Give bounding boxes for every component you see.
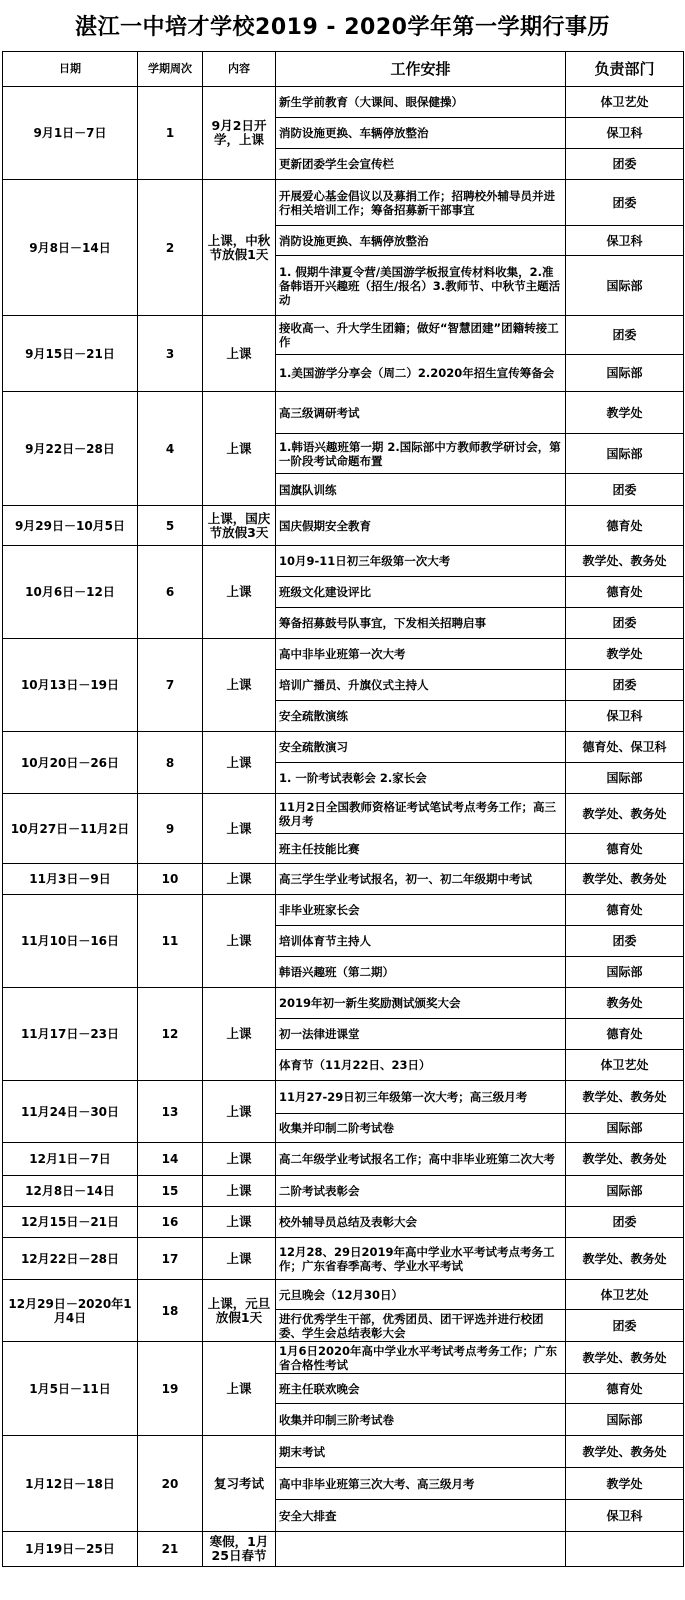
task-item: 消防设施更换、车辆停放整治 [276,118,566,149]
task-item: 收集并印制二阶考试卷 [276,1114,566,1143]
week-number: 14 [138,1143,203,1176]
responsible-department: 国际部 [566,957,684,988]
task-item: 培训广播员、升旗仪式主持人 [276,670,566,701]
responsible-department: 德育处 [566,1019,684,1050]
responsible-department: 保卫科 [566,701,684,732]
week-date-range: 12月1日－7日 [3,1143,138,1176]
week-content: 上课 [203,864,276,895]
week-content: 上课 [203,316,276,392]
responsible-department: 教学处、教务处 [566,1143,684,1176]
week-number: 15 [138,1176,203,1207]
column-header-department: 负责部门 [566,52,684,87]
week-number: 17 [138,1238,203,1280]
week-date-range: 1月5日－11日 [3,1342,138,1436]
week-content: 上课，国庆节放假3天 [203,506,276,546]
week-content: 上课 [203,1238,276,1280]
task-item: 韩语兴趣班（第二期） [276,957,566,988]
responsible-department: 国际部 [566,763,684,794]
table-row [3,794,684,834]
task-item: 1. 一阶考试表彰会 2.家长会 [276,763,566,794]
task-item: 1月6日2020年高中学业水平考试考点考务工作；广东省合格性考试 [276,1342,566,1374]
task-item: 安全大排查 [276,1500,566,1532]
week-date-range: 10月13日－19日 [3,639,138,732]
task-item: 11月2日全国教师资格证考试笔试考点考务工作；高三级月考 [276,794,566,834]
week-number: 4 [138,392,203,506]
task-item: 12月28、29日2019年高中学业水平考试考点考务工作；广东省春季高考、学业水平考试 [276,1238,566,1280]
responsible-department: 团委 [566,149,684,180]
responsible-department: 教学处、教务处 [566,1238,684,1280]
week-number: 18 [138,1280,203,1342]
task-item: 班主任技能比赛 [276,834,566,864]
week-content: 上课 [203,1143,276,1176]
week-date-range: 11月10日－16日 [3,895,138,988]
task-item: 安全疏散演练 [276,701,566,732]
table-row [3,1176,684,1207]
column-header-content: 内容 [203,52,276,87]
responsible-department: 教学处、教务处 [566,1436,684,1468]
responsible-department: 体卫艺处 [566,87,684,118]
table-row [3,1342,684,1374]
week-date-range: 12月29日－2020年1月4日 [3,1280,138,1342]
responsible-department: 教学处、教务处 [566,794,684,834]
week-content: 上课，中秋节放假1天 [203,180,276,316]
week-date-range: 9月22日－28日 [3,392,138,506]
task-item: 1. 假期牛津夏令营/美国游学板报宣传材料收集，2.准备韩语开兴趣班（招生/报名）3.教师节、中秋节主题活动 [276,256,566,316]
week-content: 上课，元旦放假1天 [203,1280,276,1342]
task-item: 国旗队训练 [276,474,566,506]
task-item: 筹备招募鼓号队事宜，下发相关招聘启事 [276,608,566,639]
week-content: 寒假，1月25日春节 [203,1532,276,1567]
responsible-department: 团委 [566,474,684,506]
responsible-department: 教学处 [566,1468,684,1500]
responsible-department: 德育处、保卫科 [566,732,684,763]
week-number: 10 [138,864,203,895]
task-item: 培训体育节主持人 [276,926,566,957]
week-date-range: 12月15日－21日 [3,1207,138,1238]
schedule-body [3,87,684,1567]
week-date-range: 10月6日－12日 [3,546,138,639]
responsible-department: 国际部 [566,1114,684,1143]
table-row [3,988,684,1019]
task-item: 高二年级学业考试报名工作；高中非毕业班第二次大考 [276,1143,566,1176]
week-content: 复习考试 [203,1436,276,1532]
responsible-department: 国际部 [566,256,684,316]
table-row [3,1238,684,1280]
responsible-department: 教学处 [566,392,684,434]
responsible-department: 国际部 [566,355,684,392]
responsible-department: 团委 [566,180,684,226]
week-content: 上课 [203,1176,276,1207]
week-date-range: 1月12日－18日 [3,1436,138,1532]
responsible-department: 德育处 [566,1374,684,1404]
task-item: 更新团委学生会宣传栏 [276,149,566,180]
week-date-range: 10月20日－26日 [3,732,138,794]
week-date-range: 1月19日－25日 [3,1532,138,1567]
week-date-range: 11月3日－9日 [3,864,138,895]
week-content: 上课 [203,639,276,732]
responsible-department: 教务处 [566,988,684,1019]
week-date-range: 12月22日－28日 [3,1238,138,1280]
table-row [3,87,684,118]
week-number: 19 [138,1342,203,1436]
week-number: 16 [138,1207,203,1238]
task-item: 体育节（11月22日、23日） [276,1050,566,1081]
responsible-department: 团委 [566,316,684,355]
table-row [3,639,684,670]
week-content: 上课 [203,1081,276,1143]
week-content: 9月2日开学，上课 [203,87,276,180]
week-date-range: 12月8日－14日 [3,1176,138,1207]
responsible-department: 国际部 [566,1176,684,1207]
responsible-department: 团委 [566,1207,684,1238]
task-item: 班主任联欢晚会 [276,1374,566,1404]
table-row [3,1436,684,1468]
week-number: 8 [138,732,203,794]
table-row [3,392,684,434]
responsible-department: 德育处 [566,506,684,546]
column-header-date: 日期 [3,52,138,87]
week-number: 12 [138,988,203,1081]
table-row [3,180,684,226]
task-item: 消防设施更换、车辆停放整治 [276,226,566,256]
week-content: 上课 [203,1342,276,1436]
responsible-department: 团委 [566,670,684,701]
week-date-range: 9月15日－21日 [3,316,138,392]
responsible-department: 德育处 [566,577,684,608]
task-item: 期末考试 [276,1436,566,1468]
week-number: 21 [138,1532,203,1567]
responsible-department: 德育处 [566,834,684,864]
task-item: 安全疏散演习 [276,732,566,763]
header-row [3,52,684,87]
responsible-department: 体卫艺处 [566,1050,684,1081]
table-row [3,1532,684,1567]
task-item: 新生学前教育（大课间、眼保健操） [276,87,566,118]
schedule-table [2,51,684,1567]
week-date-range: 11月17日－23日 [3,988,138,1081]
table-row [3,895,684,926]
week-number: 20 [138,1436,203,1532]
task-item: 高三学生学业考试报名，初一、初二年级期中考试 [276,864,566,895]
week-number: 11 [138,895,203,988]
column-header-tasks: 工作安排 [276,52,566,87]
table-row [3,1280,684,1310]
responsible-department: 团委 [566,926,684,957]
week-date-range: 9月8日－14日 [3,180,138,316]
task-item: 二阶考试表彰会 [276,1176,566,1207]
week-content: 上课 [203,392,276,506]
table-row [3,732,684,763]
week-content: 上课 [203,794,276,864]
table-row [3,1143,684,1176]
task-item: 1.美国游学分享会（周二）2.2020年招生宣传筹备会 [276,355,566,392]
responsible-department: 国际部 [566,434,684,474]
task-item: 高三级调研考试 [276,392,566,434]
week-number: 7 [138,639,203,732]
week-content: 上课 [203,988,276,1081]
week-number: 13 [138,1081,203,1143]
task-item: 非毕业班家长会 [276,895,566,926]
responsible-department: 德育处 [566,895,684,926]
task-item: 进行优秀学生干部，优秀团员、团干评选并进行校团委、学生会总结表彰大会 [276,1310,566,1342]
responsible-department: 团委 [566,608,684,639]
week-number: 5 [138,506,203,546]
table-row [3,1207,684,1238]
task-item: 校外辅导员总结及表彰大会 [276,1207,566,1238]
responsible-department: 教学处 [566,639,684,670]
task-item: 收集并印制三阶考试卷 [276,1404,566,1436]
week-number: 1 [138,87,203,180]
responsible-department: 国际部 [566,1404,684,1436]
week-date-range: 9月29日－10月5日 [3,506,138,546]
task-item: 接收高一、升大学生团籍；做好“智慧团建”团籍转接工作 [276,316,566,355]
responsible-department: 保卫科 [566,118,684,149]
week-content: 上课 [203,546,276,639]
responsible-department: 教学处、教务处 [566,546,684,577]
task-item: 11月27-29日初三年级第一次大考；高三级月考 [276,1081,566,1114]
week-content: 上课 [203,895,276,988]
column-header-week: 学期周次 [138,52,203,87]
responsible-department: 体卫艺处 [566,1280,684,1310]
task-item: 1.韩语兴趣班第一期 2.国际部中方教师教学研讨会，第一阶段考试命题布置 [276,434,566,474]
task-item [276,1532,566,1567]
page-title: 湛江一中培才学校2019 - 2020学年第一学期行事历 [75,14,610,40]
task-item: 国庆假期安全教育 [276,506,566,546]
task-item: 班级文化建设评比 [276,577,566,608]
week-date-range: 9月1日－7日 [3,87,138,180]
week-date-range: 10月27日－11月2日 [3,794,138,864]
task-item: 高中非毕业班第一次大考 [276,639,566,670]
week-number: 6 [138,546,203,639]
week-number: 9 [138,794,203,864]
responsible-department: 团委 [566,1310,684,1342]
task-item: 开展爱心基金倡议以及募捐工作；招聘校外辅导员并进行相关培训工作；筹备招募新干部事宜 [276,180,566,226]
task-item: 10月9-11日初三年级第一次大考 [276,546,566,577]
table-row [3,506,684,546]
responsible-department: 教学处、教务处 [566,864,684,895]
task-item: 高中非毕业班第三次大考、高三级月考 [276,1468,566,1500]
responsible-department: 保卫科 [566,226,684,256]
week-number: 2 [138,180,203,316]
table-row [3,316,684,355]
task-item: 元旦晚会（12月30日） [276,1280,566,1310]
table-row [3,864,684,895]
table-row [3,546,684,577]
week-date-range: 11月24日－30日 [3,1081,138,1143]
responsible-department: 保卫科 [566,1500,684,1532]
responsible-department [566,1532,684,1567]
responsible-department: 教学处、教务处 [566,1081,684,1114]
week-content: 上课 [203,1207,276,1238]
task-item: 初一法律进课堂 [276,1019,566,1050]
responsible-department: 教学处、教务处 [566,1342,684,1374]
task-item: 2019年初一新生奖励测试颁奖大会 [276,988,566,1019]
week-content: 上课 [203,732,276,794]
week-number: 3 [138,316,203,392]
table-row [3,1081,684,1114]
